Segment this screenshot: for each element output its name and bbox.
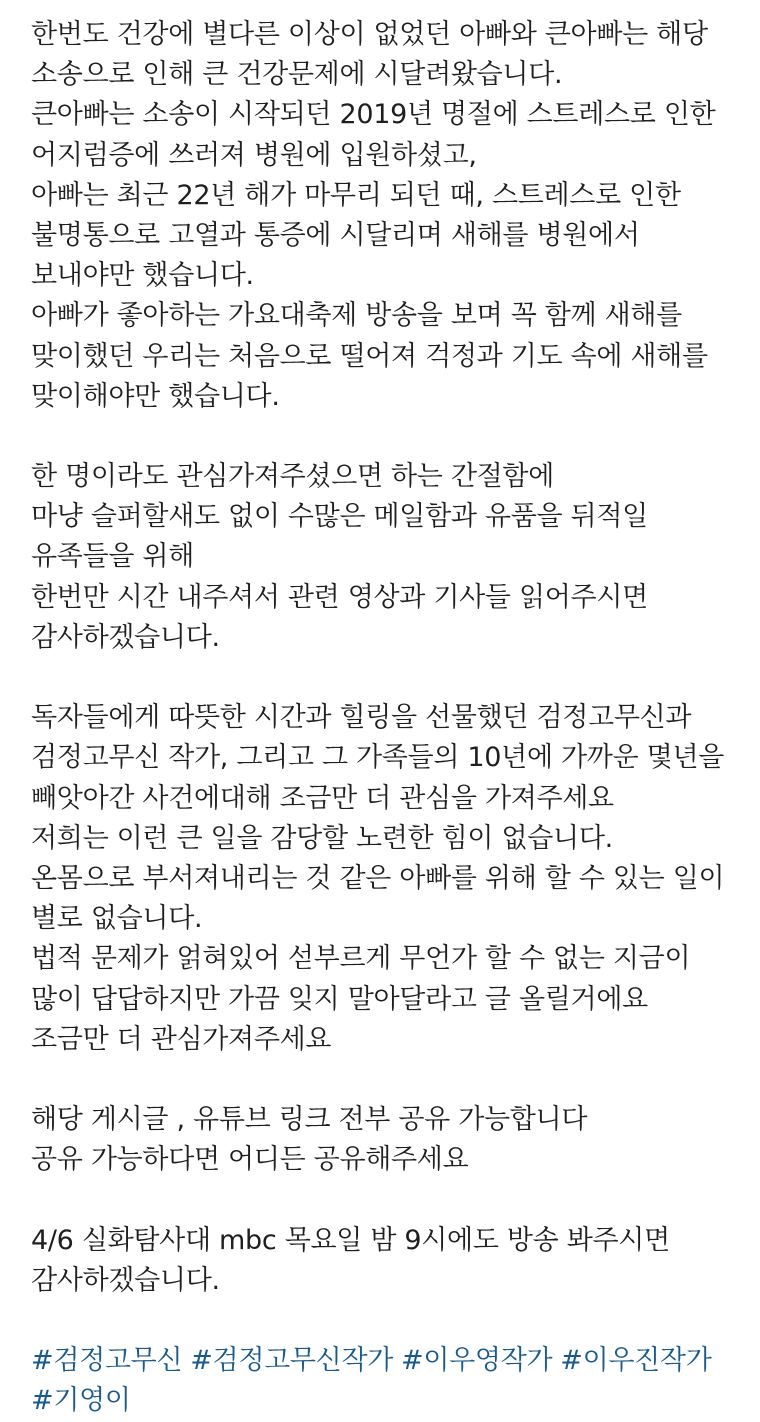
text-line: 검정고무신 작가, 그리고 그 가족들의 10년에 가까운 몇년을 (31, 742, 725, 774)
post-paragraph (31, 698, 746, 1060)
hashtag-link[interactable]: #이우진작가 (560, 1345, 712, 1377)
hashtag-list (31, 1341, 746, 1421)
post-paragraph (31, 1100, 746, 1180)
text-line: 맞이했던 우리는 처음으로 떨어져 걱정과 기도 속에 새해를 (31, 340, 708, 372)
text-line: 아빠가 좋아하는 가요대축제 방송을 보며 꼭 함께 새해를 (31, 300, 682, 332)
post-paragraphs (31, 15, 746, 1301)
text-line: 조금만 더 관심가져주세요 (31, 1023, 332, 1055)
post-body (31, 15, 746, 1422)
text-line: 해당 게시글 , 유튜브 링크 전부 공유 가능합니다 (31, 1104, 588, 1136)
text-line: 소송으로 인해 큰 건강문제에 시달려왔습니다. (31, 59, 563, 91)
text-line: 맞이해야만 했습니다. (31, 380, 280, 412)
hashtag-link[interactable]: #검정고무신 (31, 1345, 183, 1377)
text-line: 마냥 슬퍼할새도 없이 수많은 메일함과 유품을 뒤적일 (31, 501, 648, 533)
text-line: 한번만 시간 내주셔서 관련 영상과 기사들 읽어주시면 (31, 581, 648, 613)
hashtag-link[interactable]: #기영이 (31, 1385, 131, 1417)
text-line: 저희는 이런 큰 일을 감당할 노련한 힘이 없습니다. (31, 822, 613, 854)
post-paragraph (31, 15, 746, 417)
text-line: 감사하겠습니다. (31, 1264, 220, 1296)
hashtag-line (31, 1381, 746, 1421)
text-line: 유족들을 위해 (31, 541, 194, 573)
hashtag-link[interactable]: #검정고무신작가 (190, 1345, 394, 1377)
hashtag-line (31, 1341, 746, 1381)
text-line: 빼앗아간 사건에대해 조금만 더 관심을 가져주세요 (31, 782, 614, 814)
text-line: 한번도 건강에 별다른 이상이 없었던 아빠와 큰아빠는 해당 (31, 19, 708, 50)
text-line: 독자들에게 따뜻한 시간과 힐링을 선물했던 검정고무신과 (31, 702, 692, 734)
text-line: 큰아빠는 소송이 시작되던 2019년 명절에 스트레스로 인한 (31, 99, 716, 131)
text-line: 한 명이라도 관심가져주셨으면 하는 간절함에 (31, 461, 554, 493)
text-line: 4/6 실화탐사대 mbc 목요일 밤 9시에도 방송 봐주시면 (31, 1224, 670, 1256)
text-line: 불명통으로 고열과 통증에 시달리며 새해를 병원에서 (31, 219, 640, 251)
text-line: 공유 가능하다면 어디든 공유해주세요 (31, 1144, 469, 1176)
post-paragraph (31, 1221, 746, 1301)
post-paragraph (31, 457, 746, 658)
text-line: 감사하겠습니다. (31, 621, 220, 653)
hashtag-link[interactable]: #이우영작가 (401, 1345, 553, 1377)
text-line: 법적 문제가 얽혀있어 섣부르게 무언가 할 수 없는 지금이 (31, 943, 691, 975)
text-line: 어지럼증에 쓰러져 병원에 입원하셨고, (31, 139, 477, 171)
text-line: 별로 없습니다. (31, 903, 203, 935)
text-line: 아빠는 최근 22년 해가 마무리 되던 때, 스트레스로 인한 (31, 179, 681, 211)
text-line: 많이 답답하지만 가끔 잊지 말아달라고 글 올릴거에요 (31, 983, 648, 1015)
text-line: 온몸으로 부서져내리는 것 같은 아빠를 위해 할 수 있는 일이 (31, 862, 725, 894)
text-line: 보내야만 했습니다. (31, 260, 254, 292)
